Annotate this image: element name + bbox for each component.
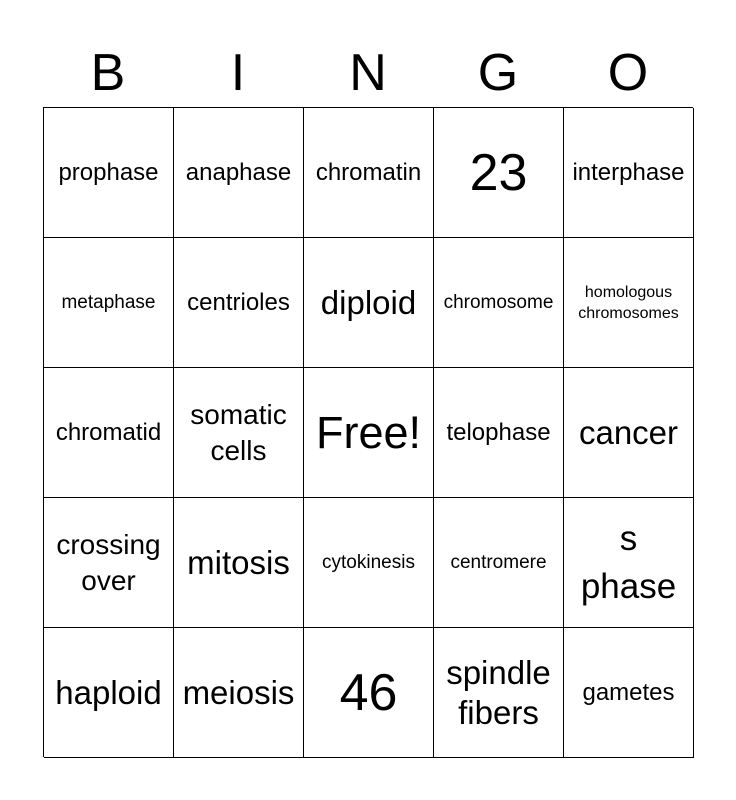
bingo-cell-label: centrioles (187, 288, 290, 316)
bingo-cell[interactable] (304, 108, 434, 238)
bingo-cell-label: spindle fibers (446, 653, 551, 731)
bingo-cell-label: s phase (580, 518, 677, 606)
bingo-cell[interactable] (564, 498, 694, 628)
bingo-cell[interactable] (434, 628, 564, 758)
bingo-cell-label: Free! (315, 406, 422, 458)
bingo-cell[interactable] (174, 238, 304, 368)
bingo-cell-label: prophase (58, 158, 159, 186)
bingo-cell[interactable] (434, 368, 564, 498)
bingo-cell[interactable] (564, 238, 694, 368)
bingo-cell-label: mitosis (187, 543, 290, 581)
bingo-cell-label: crossing over (56, 528, 161, 596)
bingo-cell[interactable] (174, 108, 304, 238)
bingo-header (43, 38, 693, 108)
bingo-cell[interactable] (174, 368, 304, 498)
bingo-cell-label: 23 (469, 143, 528, 202)
bingo-cell-label: haploid (55, 673, 162, 711)
bingo-cell-label: 46 (339, 663, 398, 722)
bingo-cell-label: cancer (578, 413, 679, 451)
bingo-cell-label: meiosis (182, 673, 295, 711)
bingo-cell[interactable] (44, 238, 174, 368)
bingo-grid (43, 107, 693, 757)
bingo-cell[interactable] (44, 628, 174, 758)
bingo-cell-label: somatic cells (190, 398, 287, 466)
header-letter-b: B (90, 44, 126, 102)
bingo-cell[interactable] (434, 498, 564, 628)
bingo-cell[interactable] (304, 498, 434, 628)
bingo-cell-label: cytokinesis (322, 551, 415, 573)
bingo-cell-label: anaphase (185, 158, 292, 186)
bingo-cell[interactable] (564, 108, 694, 238)
bingo-cell[interactable] (174, 498, 304, 628)
bingo-cell-label: chromatin (315, 158, 422, 186)
bingo-cell[interactable] (564, 628, 694, 758)
bingo-cell[interactable] (44, 108, 174, 238)
bingo-cell-label: telophase (446, 418, 551, 446)
bingo-cell[interactable] (174, 628, 304, 758)
bingo-cell-label: gametes (582, 678, 675, 706)
header-letter-i: I (230, 44, 246, 102)
bingo-cell[interactable] (304, 368, 434, 498)
bingo-cell-label: diploid (320, 283, 417, 321)
header-letter-n: N (349, 44, 387, 102)
bingo-cell[interactable] (564, 368, 694, 498)
bingo-cell-label: chromosome (443, 291, 554, 313)
bingo-cell-label: homologous chromosomes (578, 283, 679, 322)
header-letter-o: O (607, 44, 649, 102)
bingo-cell[interactable] (44, 368, 174, 498)
bingo-cell-label: centromere (450, 551, 547, 573)
bingo-cell[interactable] (304, 238, 434, 368)
bingo-cell-label: interphase (572, 158, 685, 186)
bingo-cell-label: chromatid (55, 418, 162, 446)
bingo-cell[interactable] (434, 108, 564, 238)
bingo-cell-label: metaphase (61, 291, 156, 313)
bingo-cell[interactable] (434, 238, 564, 368)
bingo-cell[interactable] (44, 498, 174, 628)
header-letter-g: G (477, 44, 519, 102)
bingo-cell[interactable] (304, 628, 434, 758)
